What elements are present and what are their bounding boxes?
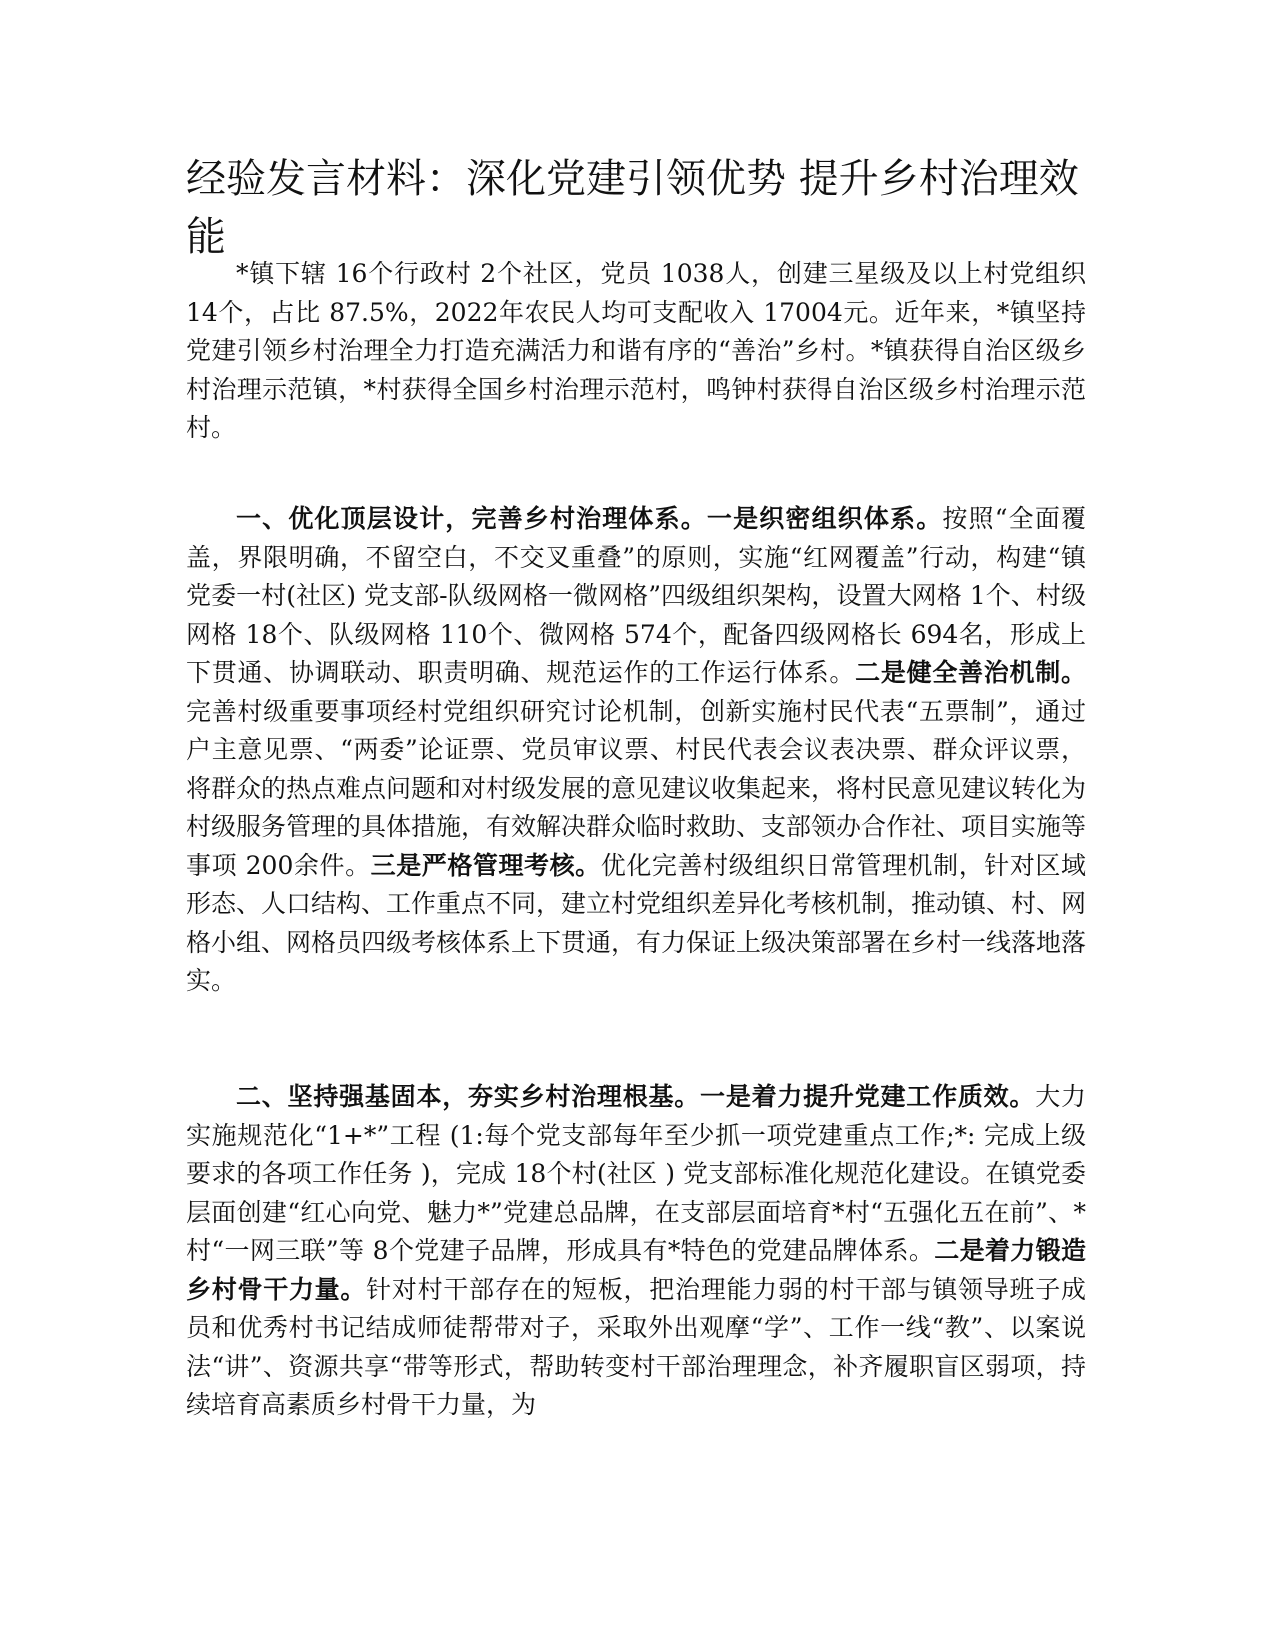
- section-1-point-2-text: 完善村级重要事项经村党组织研究讨论机制，创新实施村民代表“五票制”，通过户主意见票、“两委”论证票、党员审议票、村民代表会议表决票、群众评议票，将群众的热点难点问题和对村级发展的意见建议收集起来，将村民意见建议转化为村级服务管理的具体措施，有效解决群众临时救助、支部领办合作社、项目实施等事项 200余件。: [186, 696, 1087, 880]
- section-1-point-3-label: 三是严格管理考核。: [370, 850, 601, 880]
- intro-paragraph: *镇下辖 16个行政村 2个社区，党员 1038人，创建三星级及以上村党组织 14个，占比 87.5%，2022年农民人均可支配收入 17004元。近年来，*镇坚持党建引领乡村治理全力打造充满活力和谐有序的“善治”乡村。*镇获得自治区级乡村治理示范镇，*村获得全国乡村治理示范村，鸣钟村获得自治区级乡村治理示范村。: [186, 259, 1086, 442]
- section-1-point-1-text: 按照“全面覆盖，界限明确，不留空白，不交叉重叠”的原则，实施“红网覆盖”行动，构建“镇党委一村(社区) 党支部-队级网格一微网格”四级组织架构，设置大网格 1个、村级网格 18个、队级网格 110个、微网格 574个，配备四级网格长 694名，形成上下贯通、协调联动、职责明确、规范运作的工作运行体系。: [186, 504, 1086, 687]
- section-1-point-1-label: 一是织密组织体系。: [706, 504, 943, 533]
- section-2-paragraph: [186, 1078, 1086, 1425]
- section-2-heading: 二、坚持强基固本，夯实乡村治理根基。: [236, 1082, 701, 1111]
- section-1-point-3-text: 优化完善村级组织日常管理机制，针对区域形态、人口结构、工作重点不同，建立村党组织差异化考核机制，推动镇、村、网格小组、网格员四级考核体系上下贯通，有力保证上级决策部署在乡村一线落地落实。: [186, 850, 1087, 995]
- section-1-paragraph: [186, 500, 1086, 1001]
- section-2-point-1-text: 大力实施规范化“1+*”工程 (1:每个党支部每年至少抓一项党建重点工作;*: 完成上级要求的各项工作任务 )，完成 18个村(社区 ) 党支部标准化规范化建设。在镇党委层面创建“红心向党、魅力*”党建总品牌，在支部层面培育*村“五强化五在前”、*村“一网三联”等 8个党建子品牌，形成具有*特色的党建品牌体系。: [186, 1082, 1086, 1265]
- section-2-point-1-label: 一是着力提升党建工作质效。: [700, 1082, 1036, 1111]
- section-1-heading: 一、优化顶层设计，完善乡村治理体系。: [236, 504, 707, 533]
- section-1-point-2-label: 二是健全善治机制。: [855, 658, 1086, 687]
- document-title: 经验发言材料：深化党建引领优势 提升乡村治理效能: [186, 156, 1079, 260]
- section-2-point-2-label: 二是着力锻造乡村骨干力量。: [186, 1236, 1086, 1304]
- section-2-point-2-text: 针对村干部存在的短板，把治理能力弱的村干部与镇领导班子成员和优秀村书记结成师徒帮带对子，采取外出观摩“学”、工作一线“教”、以案说法“讲”、资源共享“带等形式，帮助转变村干部治理理念，补齐履职盲区弱项，持续培育高素质乡村骨干力量，为: [186, 1274, 1086, 1419]
